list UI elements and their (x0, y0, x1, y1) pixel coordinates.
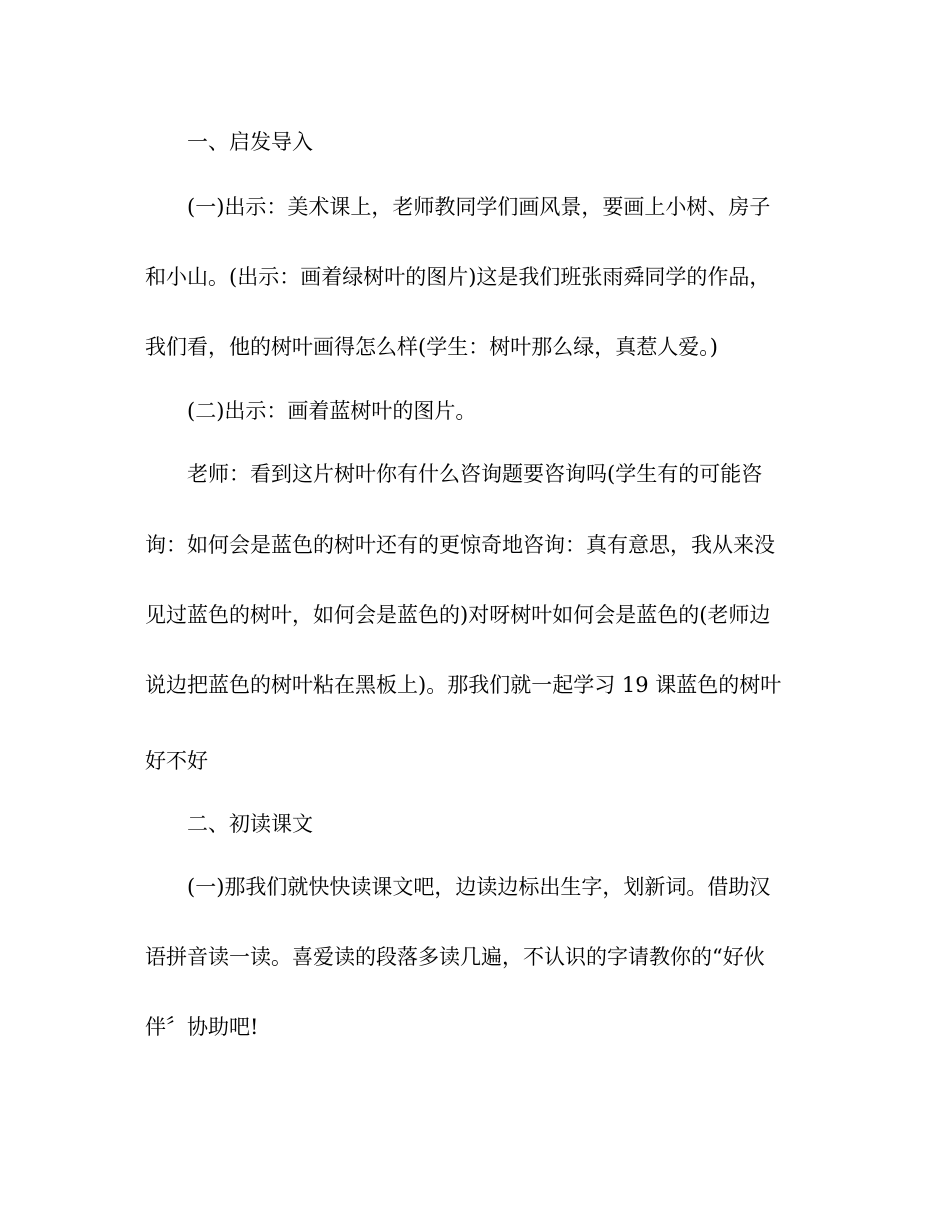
paragraph-line: 询：如何会是蓝色的树叶还有的更惊奇地咨询：真有意思，我从来没 (145, 533, 775, 557)
section-heading-1: 一、启发导入 (187, 130, 313, 154)
paragraph-line: 伴〞协助吧! (145, 1015, 259, 1039)
paragraph-line: (一)出示：美术课上，老师教同学们画风景，要画上小树、房子 (187, 195, 771, 219)
section-heading-2: 二、初读课文 (187, 812, 313, 836)
paragraph-line: 语拼音读一读。喜爱读的段落多读几遍，不认识的字请教你的“好伙 (145, 945, 765, 969)
paragraph-line: (二)出示：画着蓝树叶的图片。 (187, 399, 477, 423)
paragraph-line: 好不好 (145, 749, 208, 773)
paragraph-line: 说边把蓝色的树叶粘在黑板上)。那我们就一起学习 19 课蓝色的树叶 (145, 673, 782, 697)
paragraph-line: 见过蓝色的树叶，如何会是蓝色的)对呀树叶如何会是蓝色的(老师边 (145, 603, 771, 627)
paragraph-line: (一)那我们就快快读课文吧，边读边标出生字，划新词。借助汉 (187, 875, 771, 899)
paragraph-line: 和小山。(出示：画着绿树叶的图片)这是我们班张雨舜同学的作品， (145, 265, 771, 289)
paragraph-line: 我们看，他的树叶画得怎么样(学生：树叶那么绿，真惹人爱。) (145, 335, 718, 359)
paragraph-line: 老师：看到这片树叶你有什么咨询题要咨询吗(学生有的可能咨 (187, 462, 763, 486)
